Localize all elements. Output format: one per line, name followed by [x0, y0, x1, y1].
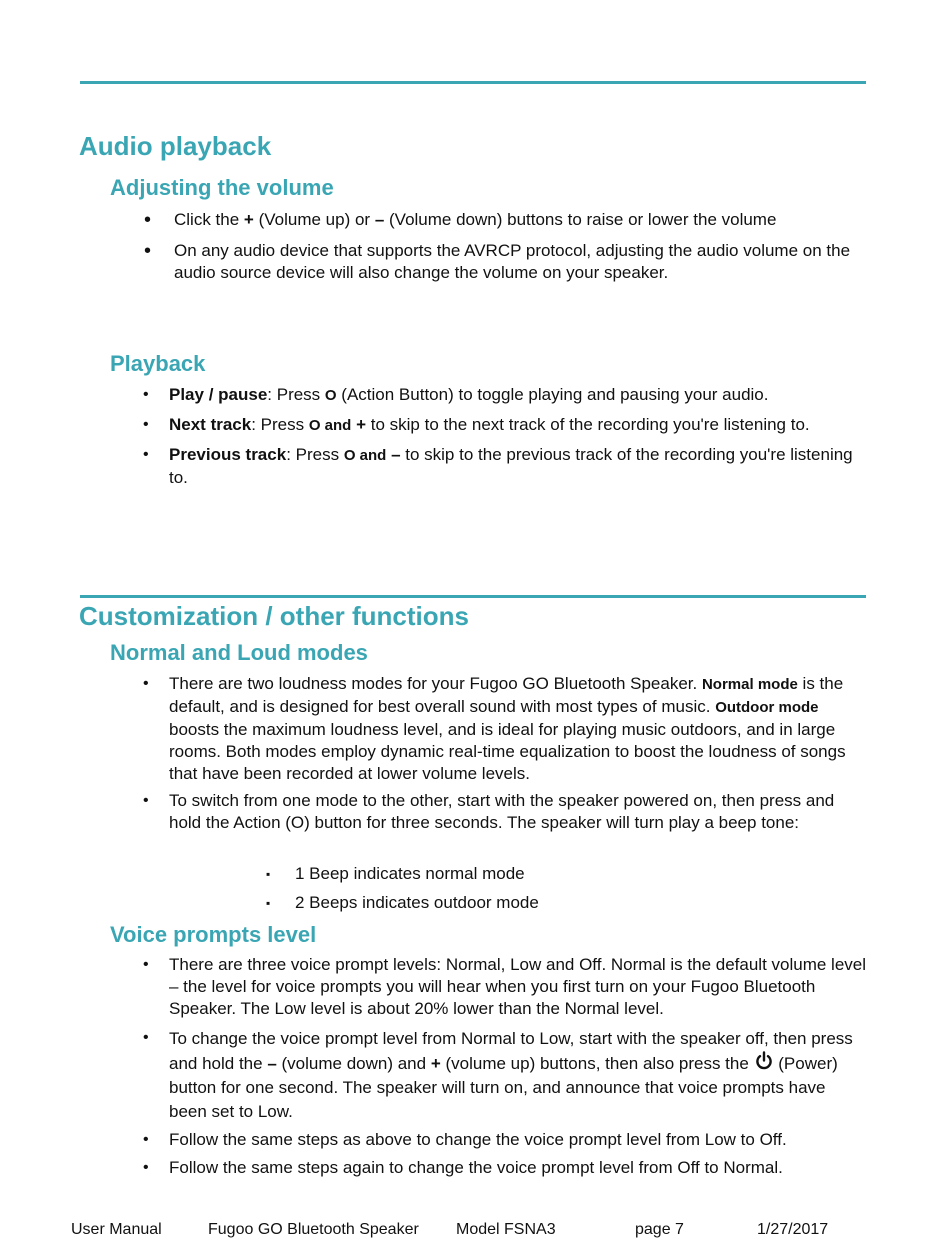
bullet-text: On any audio device that supports the AVRCP protocol, adjusting the audio volume on the audio source device will also change the volume on your speaker.	[174, 241, 851, 282]
top-rule	[80, 81, 866, 84]
bullet-marker: •	[143, 1159, 149, 1176]
bullet-marker: •	[143, 675, 149, 692]
bullet-marker: •	[143, 1131, 149, 1148]
heading-playback: Playback	[110, 351, 206, 376]
bullet-text: Follow the same steps as above to change the voice prompt level from Low to Off.	[169, 1130, 787, 1149]
heading-voice-prompts-level: Voice prompts level	[110, 922, 317, 947]
bullet-text: Follow the same steps again to change the voice prompt level from Off to Normal.	[169, 1158, 783, 1177]
footer-doc-type: User Manual	[71, 1221, 162, 1238]
bullet-marker: •	[143, 446, 149, 463]
bullet-marker: •	[144, 209, 152, 231]
bullet-text: Next track: Press O and + to skip to the next track of the recording you're listening to.	[169, 415, 810, 434]
bullet-text: To switch from one mode to the other, start with the speaker powered on, then press and hold the Action (O) button for three seconds. The speaker will turn play a beep tone:	[169, 791, 835, 832]
section-rule	[80, 595, 866, 598]
section-title-customization: Customization / other functions	[79, 601, 469, 631]
heading-normal-loud-modes: Normal and Loud modes	[110, 640, 368, 665]
bullet-marker: •	[144, 240, 152, 262]
footer-page-number: page 7	[635, 1221, 684, 1238]
bullet-marker: •	[143, 1029, 149, 1046]
bullet-marker: •	[143, 386, 149, 403]
bullet-text: To change the voice prompt level from Normal to Low, start with the speaker off, then press and hold the – (volume down) and + (volume up) buttons, then also press the (Power) button for one second. The speaker will turn on, and announce that voice prompts have been set to Low.	[169, 1029, 853, 1121]
square-bullet-marker: ▪	[266, 867, 271, 881]
bullet-marker: •	[143, 956, 149, 973]
footer-date: 1/27/2017	[757, 1221, 829, 1238]
bullet-text: Previous track: Press O and – to skip to the previous track of the recording you're listening to.	[169, 445, 853, 487]
bullet-text: 1 Beep indicates normal mode	[295, 864, 525, 883]
square-bullet-marker: ▪	[266, 896, 271, 910]
section-title-audio-playback: Audio playback	[79, 131, 272, 161]
power-icon	[754, 1051, 774, 1071]
bullet-text: Click the + (Volume up) or – (Volume down) buttons to raise or lower the volume	[174, 210, 777, 229]
heading-adjusting-volume: Adjusting the volume	[110, 175, 334, 200]
footer-model: Model FSNA3	[456, 1221, 556, 1238]
bullet-text: 2 Beeps indicates outdoor mode	[295, 893, 539, 912]
footer-product: Fugoo GO Bluetooth Speaker	[208, 1221, 419, 1238]
bullet-text: There are three voice prompt levels: Normal, Low and Off. Normal is the default volume level – the level for voice prompts you will hear when you first turn on your Fugoo Bluetooth Speaker. The Low level is about 20% lower than the Normal level.	[169, 955, 866, 1018]
bullet-text: Play / pause: Press O (Action Button) to toggle playing and pausing your audio.	[169, 385, 769, 404]
bullet-text: There are two loudness modes for your Fugoo GO Bluetooth Speaker. Normal mode is the default, and is designed for best overall sound with most types of music. Outdoor mode boosts the maximum loudness level, and is ideal for playing music outdoors, and in large rooms. Both modes employ dynamic real-time equalization to boost the loudness of songs that have been recorded at lower volume levels.	[169, 674, 846, 783]
bullet-marker: •	[143, 416, 149, 433]
bullet-marker: •	[143, 792, 149, 809]
